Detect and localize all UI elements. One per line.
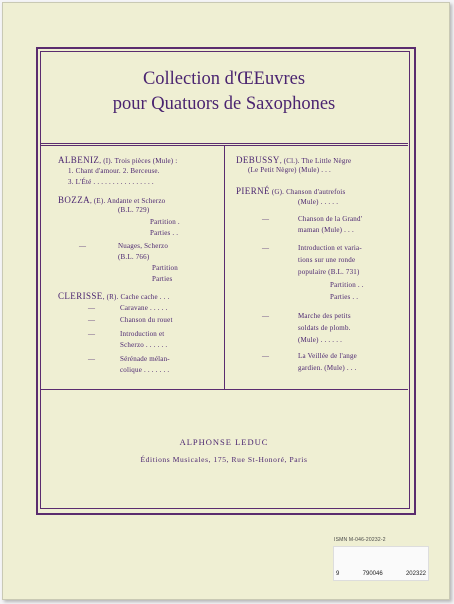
clerisse-dash-3: —	[88, 330, 96, 338]
pierne-line-13: La Veillée de l'ange	[298, 352, 357, 360]
collection-subtitle: pour Quatuors de Saxophones	[112, 94, 336, 114]
entry-clerisse	[58, 291, 170, 301]
clerisse-dash-4: —	[88, 355, 96, 363]
pierne-line-4: maman (Mule) . . .	[298, 226, 354, 234]
publisher-name: ALPHONSE LEDUC	[179, 437, 269, 447]
barcode	[333, 546, 429, 581]
barcode-digit-group-2: 790046	[362, 571, 383, 577]
composer-albeniz: ALBENIZ	[58, 155, 100, 165]
clerisse-line-4: Introduction et	[120, 330, 165, 338]
publisher-address: Éditions Musicales, 175, Rue St-Honoré, Paris	[140, 455, 308, 464]
bozza-line-2: (B.L. 729)	[118, 206, 150, 214]
barcode-digit-group-3: 202322	[405, 571, 426, 577]
albeniz-line-3: 3. L'Été . . . . . . . . . . . . . . . .	[68, 178, 154, 186]
albeniz-line-2: 1. Chant d'amour. 2. Berceuse.	[68, 167, 160, 175]
pierne-line-9: Parties . .	[330, 293, 359, 301]
entry-albeniz: ALBENIZ, (I). Trois pièces (Mule) :	[58, 155, 178, 165]
entry-pierne	[236, 186, 345, 196]
column-divider	[224, 146, 225, 389]
clerisse-line-7: colique . . . . . . .	[120, 366, 170, 374]
bozza-line-4: Parties . .	[150, 229, 179, 237]
clerisse-line-3: Chanson du rouet	[120, 316, 173, 324]
bozza-line-8: Parties	[152, 275, 173, 283]
pierne-line-3: Chanson de la Grand'	[298, 215, 363, 223]
entry-bozza	[58, 195, 165, 205]
albeniz-work: (I). Trois pièces (Mule) :	[103, 157, 178, 165]
collection-title: Collection d'ŒEuvres	[142, 69, 306, 89]
pierne-line-2: (Mule) . . . . .	[298, 198, 339, 206]
pierne-dash-4: —	[262, 352, 270, 360]
bozza-work: , (E). Andante et Scherzo	[90, 197, 166, 205]
composer-debussy: DEBUSSY	[236, 155, 280, 165]
pierne-dash-3: —	[262, 312, 270, 320]
ismn-code: ISMN M-046-20232-2	[334, 537, 386, 543]
pierne-line-11: soldats de plomb.	[298, 324, 351, 332]
clerisse-dash-1: —	[88, 304, 96, 312]
debussy-line-2: (Le Petit Nègre) (Mule) . . .	[248, 166, 331, 174]
pierne-line-8: Partition . .	[330, 281, 364, 289]
pierne-line-10: Marche des petits	[298, 312, 351, 320]
barcode-digits	[336, 571, 426, 577]
pierne-dash-2: —	[262, 244, 270, 252]
clerisse-line-2: Caravane . . . . .	[120, 304, 168, 312]
composer-clerisse: CLERISSE	[58, 291, 103, 301]
pierne-line-14: gardien. (Mule) . . .	[298, 364, 357, 372]
pierne-dash-1: —	[262, 215, 270, 223]
catalog-bottom-divider	[40, 389, 408, 390]
barcode-digit-group-1: 9	[336, 571, 340, 577]
pierne-line-7: populaire (B.L. 731)	[298, 268, 360, 276]
barcode-bars	[339, 549, 423, 571]
entry-debussy	[236, 155, 351, 165]
bozza-line-6: (B.L. 766)	[118, 253, 150, 261]
bozza-line-5: Nuages, Scherzo	[118, 242, 169, 250]
clerisse-line-5: Scherzo . . . . . .	[120, 341, 168, 349]
bozza-dash: —	[79, 242, 87, 250]
clerisse-line-6: Sérénade mélan-	[120, 355, 170, 363]
composer-pierne: PIERNÉ	[236, 186, 270, 196]
bozza-line-7: Partition	[152, 264, 178, 272]
debussy-work: , (Cl.). The Little Nègre	[279, 157, 352, 165]
pierne-line-12: (Mule) . . . . . .	[298, 336, 343, 344]
composer-bozza: BOZZA	[58, 195, 90, 205]
pierne-line-5: Introduction et varia-	[298, 244, 362, 252]
pierne-line-6: tions sur une ronde	[298, 256, 356, 264]
clerisse-dash-2: —	[88, 316, 96, 324]
bozza-line-3: Partition .	[150, 218, 180, 226]
pierne-work: (G). Chanson d'autrefois	[271, 188, 346, 196]
clerisse-work: , (R). Cache cache . . .	[102, 293, 170, 301]
title-divider-top	[40, 143, 408, 144]
